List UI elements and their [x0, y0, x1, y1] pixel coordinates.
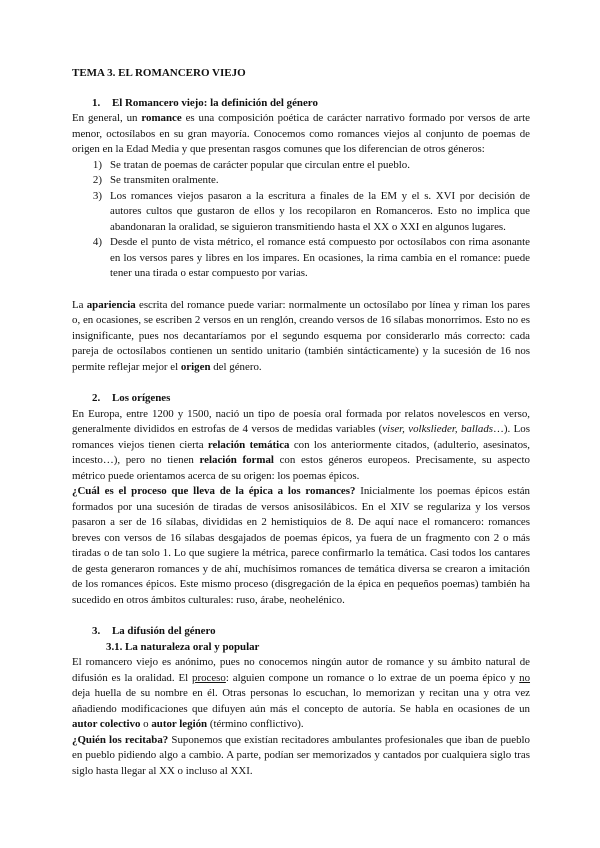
- emphasis-autor-legion: autor legión: [151, 718, 208, 730]
- emphasis-origen: origen: [180, 360, 211, 373]
- emphasis-proceso: proceso: [192, 671, 226, 684]
- section-2-paragraph-1: En Europa, entre 1200 y 1500, nació un tipo de poesía oral formada por relatos novelescos en verso, generalmente divididos en estrofas de 4 versos de medidas variables (viser, volkslieder, ballads…). Los romances viejos tienen cierta relación temática con los anteriormente citados, (adulterio, asesinatos, incesto…), pero no tienen relación formal con estos géneros europeos. Precisamente, su aspecto métrico puede orientamos acerca de su origen: los poemas épicos.: [72, 407, 530, 482]
- emphasis-genres: viser, volkslieder, ballads: [382, 423, 494, 435]
- question-recitaba: ¿Quién los recitaba?: [72, 733, 169, 746]
- section-1-heading: [92, 96, 530, 112]
- section-2-title: Los orígenes: [112, 392, 171, 404]
- emphasis-no: no: [519, 671, 531, 684]
- features-list: [72, 158, 530, 282]
- section-1-title: El Romancero viejo: la definición del género: [112, 96, 318, 109]
- emphasis-apariencia: apariencia: [86, 298, 136, 311]
- section-3-heading: [92, 624, 530, 640]
- section-3-paragraph-1: El romancero viejo es anónimo, pues no conocemos ningún autor de romance y su ámbito natural de difusión es la oralidad. El proceso: alguien compone un romance o lo extrae de un poema épico y no deja huella de su nombre en él. Otras personas lo escuchan, lo memorizan y recitan una y otra vez añadiendo modificaciones que difuyen aún más el concepto de autoría. Se habla en ocasiones de un autor colectivo o autor legión (término conflictivo).: [72, 656, 531, 730]
- emphasis-relacion-tematica: relación temática: [207, 438, 290, 451]
- subsection-3-1-heading: 3.1. La naturaleza oral y popular: [106, 640, 260, 653]
- section-1-number: 1.: [92, 96, 101, 109]
- emphasis-romance: romance: [141, 112, 182, 124]
- section-3-number: 3.: [92, 625, 101, 637]
- document-page: [72, 66, 530, 779]
- section-2-heading: [92, 391, 530, 407]
- question-epica: ¿Cuál es el proceso que lleva de la épica a los romances?: [72, 485, 356, 497]
- section-3-paragraph-2: ¿Quién los recitaba? Suponemos que existían recitadores ambulantes profesionales que iban de pueblo en pueblo pidiendo algo a cambio. A parte, podían ser memorizados y cantados por cualquiera siglo tras siglo hasta llegar al XX o incluso al XXI.: [72, 733, 530, 777]
- list-item: 1) Se tratan de poemas de carácter popular que circulan entre el pueblo.: [92, 158, 410, 171]
- section-1-paragraph-1: En general, un romance es una composición poética de carácter narrativo formado por versos de arte menor, octosílabos en su gran mayoría. Conocemos como romances viejos al conjunto de poemas de origen en la Edad Media y que presentan rasgos comunes que los diferencian de otros géneros:: [72, 112, 530, 155]
- section-2-paragraph-2: ¿Cuál es el proceso que lleva de la épica a los romances? Inicialmente los poemas épicos están formados por una sucesión de tiradas de versos anisosilábicos. En el XIV se regulariza y los versos pasaron a ser de 16 sílabas, divididas en 2 hemistiquios de 8. De aquí nace el romancero: romances breves con versos de 16 sílabas desgajados de poemas épicos, ya fuera de un fragmento con 2 o más tiradas o de tan solo 1. Lo que sugiere la métrica, parece confirmarlo la temática. Casi todos los cantares de gesta generaron romances y de ahí, muchísimos romances de temática diversa se crearon a imitación de los romances épicos. Este mismo proceso (disgregación de la épica en pequeños poemas) también ha sucedido en otros ámbitos culturales: ruso, árabe, neohelénico.: [72, 485, 531, 606]
- emphasis-autor-colectivo: autor colectivo: [72, 718, 141, 730]
- section-2-number: 2.: [92, 392, 101, 404]
- section-1-paragraph-2: La apariencia escrita del romance puede variar: normalmente un octosílabo por línea y riman los pares o, en ocasiones, se escriben 2 versos en un renglón, creando versos de 16 sílabas monorrimos. Esto no es insignificante, pues nos decantaríamos por el segundo esquema por considerarlo más correcto: cada pareja de octosílabos contienen un sentido unitario (también sintácticamente) y la sucesión de 16 nos permite reflejar mejor el origen del género.: [72, 298, 530, 373]
- emphasis-relacion-formal: relación formal: [199, 454, 274, 466]
- section-3-title: La difusión del género: [112, 625, 216, 637]
- document-title: TEMA 3. EL ROMANCERO VIEJO: [72, 67, 246, 79]
- list-item: 4) Desde el punto de vista métrico, el romance está compuesto por octosílabos con rima asonante en los versos pares y libres en los impares. En ocasiones, la rima cambia en el romance: puede tener una tirada o estar compuesto por varias.: [92, 236, 530, 279]
- list-item: 2) Se transmiten oralmente.: [92, 174, 219, 186]
- list-item: 3) Los romances viejos pasaron a la escritura a finales de la EM y el s. XVI por decisión de autores cultos que gustaron de ellos y los recopilaron en Romanceros. Esto no implica que abandonaran la oralidad, se siguieron transmitiendo hasta el XX o XXI en algunos lugares.: [92, 189, 530, 233]
